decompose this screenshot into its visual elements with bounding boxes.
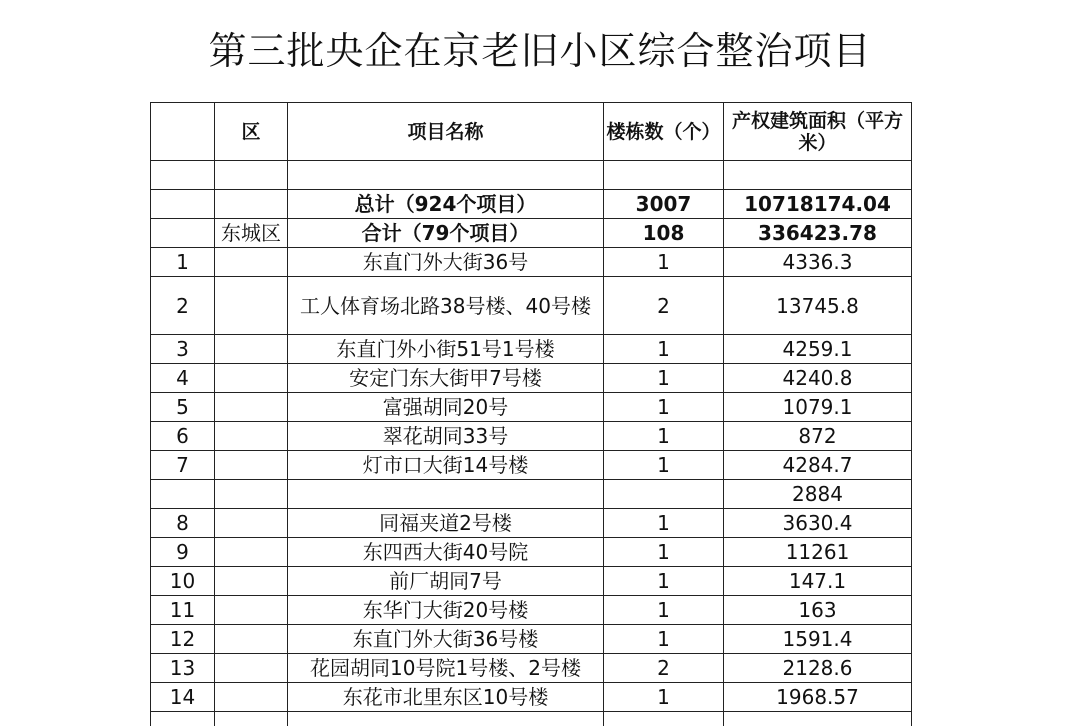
row-district xyxy=(215,509,288,538)
row-index: 1 xyxy=(151,248,215,277)
row-area: 1591.4 xyxy=(724,625,912,654)
row-project-name: 东华门大街20号楼 xyxy=(288,596,604,625)
row-area: 163 xyxy=(724,596,912,625)
row-buildings: 1 xyxy=(604,451,724,480)
row-index: 13 xyxy=(151,654,215,683)
row-project-name: 翠花胡同33号 xyxy=(288,422,604,451)
row-area: 11261 xyxy=(724,538,912,567)
row-index: 14 xyxy=(151,683,215,712)
district-total-label: 合计（79个项目） xyxy=(288,219,604,248)
row-area: 4240.8 xyxy=(724,364,912,393)
table-row xyxy=(151,567,912,596)
row-buildings: 2 xyxy=(604,654,724,683)
table-row xyxy=(151,683,912,712)
table-row xyxy=(151,538,912,567)
row-project-name: 东花市北里东区10号楼 xyxy=(288,683,604,712)
blank-cell xyxy=(215,161,288,190)
row-buildings: 1 xyxy=(604,248,724,277)
grand-total-row xyxy=(151,190,912,219)
header-buildings: 楼栋数（个） xyxy=(604,103,724,161)
row-index: 6 xyxy=(151,422,215,451)
row-district xyxy=(215,567,288,596)
header-name: 项目名称 xyxy=(288,103,604,161)
table-row xyxy=(151,451,912,480)
blank-cell xyxy=(215,190,288,219)
table-row-partial xyxy=(151,712,912,726)
row-index: 12 xyxy=(151,625,215,654)
grand-total-buildings: 3007 xyxy=(604,190,724,219)
row-district xyxy=(215,248,288,277)
table-row xyxy=(151,422,912,451)
table-row xyxy=(151,480,912,509)
table-row xyxy=(151,248,912,277)
row-district xyxy=(215,596,288,625)
row-buildings: 2 xyxy=(604,277,724,335)
row-district xyxy=(215,654,288,683)
row-index: 10 xyxy=(151,567,215,596)
row-area: 2884 xyxy=(724,480,912,509)
blank-row xyxy=(151,161,912,190)
row-project-name: 工人体育场北路38号楼、40号楼 xyxy=(288,277,604,335)
district-total-area: 336423.78 xyxy=(724,219,912,248)
row-area: 4259.1 xyxy=(724,335,912,364)
row-area: 4336.3 xyxy=(724,248,912,277)
row-buildings: 1 xyxy=(604,393,724,422)
row-project-name: 富强胡同20号 xyxy=(288,393,604,422)
district-name: 东城区 xyxy=(215,219,288,248)
row-buildings: 1 xyxy=(604,364,724,393)
blank-cell xyxy=(151,219,215,248)
row-area: 3630.4 xyxy=(724,509,912,538)
row-district xyxy=(215,451,288,480)
row-area: 4284.7 xyxy=(724,451,912,480)
row-area: 147.1 xyxy=(724,567,912,596)
row-buildings: 1 xyxy=(604,509,724,538)
blank-cell xyxy=(724,161,912,190)
header-index xyxy=(151,103,215,161)
row-project-name: 东直门外大街36号 xyxy=(288,248,604,277)
header-area: 产权建筑面积（平方米） xyxy=(724,103,912,161)
row-project-name: 前厂胡同7号 xyxy=(288,567,604,596)
row-buildings: 1 xyxy=(604,335,724,364)
table-row xyxy=(151,654,912,683)
row-index: 2 xyxy=(151,277,215,335)
row-project-name: 灯市口大街14号楼 xyxy=(288,451,604,480)
row-district xyxy=(215,277,288,335)
table-row xyxy=(151,625,912,654)
projects-table xyxy=(150,102,912,726)
header-row xyxy=(151,103,912,161)
row-project-name: 东四西大街40号院 xyxy=(288,538,604,567)
row-area: 2128.6 xyxy=(724,654,912,683)
partial-cell xyxy=(151,712,215,726)
row-buildings: 1 xyxy=(604,683,724,712)
blank-cell xyxy=(604,161,724,190)
row-index: 4 xyxy=(151,364,215,393)
row-project-name: 东直门外大街36号楼 xyxy=(288,625,604,654)
row-buildings xyxy=(604,480,724,509)
row-area: 13745.8 xyxy=(724,277,912,335)
row-buildings: 1 xyxy=(604,567,724,596)
row-index: 8 xyxy=(151,509,215,538)
row-project-name: 同福夹道2号楼 xyxy=(288,509,604,538)
district-total-row xyxy=(151,219,912,248)
row-project-name: 安定门东大街甲7号楼 xyxy=(288,364,604,393)
row-area: 1968.57 xyxy=(724,683,912,712)
row-project-name: 花园胡同10号院1号楼、2号楼 xyxy=(288,654,604,683)
row-district xyxy=(215,422,288,451)
district-total-buildings: 108 xyxy=(604,219,724,248)
row-index: 7 xyxy=(151,451,215,480)
header-district: 区 xyxy=(215,103,288,161)
partial-cell xyxy=(288,712,604,726)
row-buildings: 1 xyxy=(604,422,724,451)
table-row xyxy=(151,509,912,538)
row-area: 1079.1 xyxy=(724,393,912,422)
blank-cell xyxy=(151,190,215,219)
row-buildings: 1 xyxy=(604,596,724,625)
row-project-name xyxy=(288,480,604,509)
row-district xyxy=(215,480,288,509)
row-index: 3 xyxy=(151,335,215,364)
grand-total-area: 10718174.04 xyxy=(724,190,912,219)
row-index xyxy=(151,480,215,509)
row-project-name: 东直门外小街51号1号楼 xyxy=(288,335,604,364)
row-index: 9 xyxy=(151,538,215,567)
blank-cell xyxy=(288,161,604,190)
grand-total-label: 总计（924个项目） xyxy=(288,190,604,219)
row-area: 872 xyxy=(724,422,912,451)
row-buildings: 1 xyxy=(604,538,724,567)
row-buildings: 1 xyxy=(604,625,724,654)
row-index: 11 xyxy=(151,596,215,625)
page-title: 第三批央企在京老旧小区综合整治项目 xyxy=(0,26,1080,76)
row-district xyxy=(215,538,288,567)
partial-cell xyxy=(215,712,288,726)
row-district xyxy=(215,625,288,654)
table-row xyxy=(151,335,912,364)
table-row xyxy=(151,393,912,422)
row-district xyxy=(215,364,288,393)
partial-cell xyxy=(604,712,724,726)
table-row xyxy=(151,596,912,625)
row-index: 5 xyxy=(151,393,215,422)
partial-cell xyxy=(724,712,912,726)
row-district xyxy=(215,393,288,422)
row-district xyxy=(215,335,288,364)
row-district xyxy=(215,683,288,712)
blank-cell xyxy=(151,161,215,190)
table-row xyxy=(151,364,912,393)
table-row xyxy=(151,277,912,335)
